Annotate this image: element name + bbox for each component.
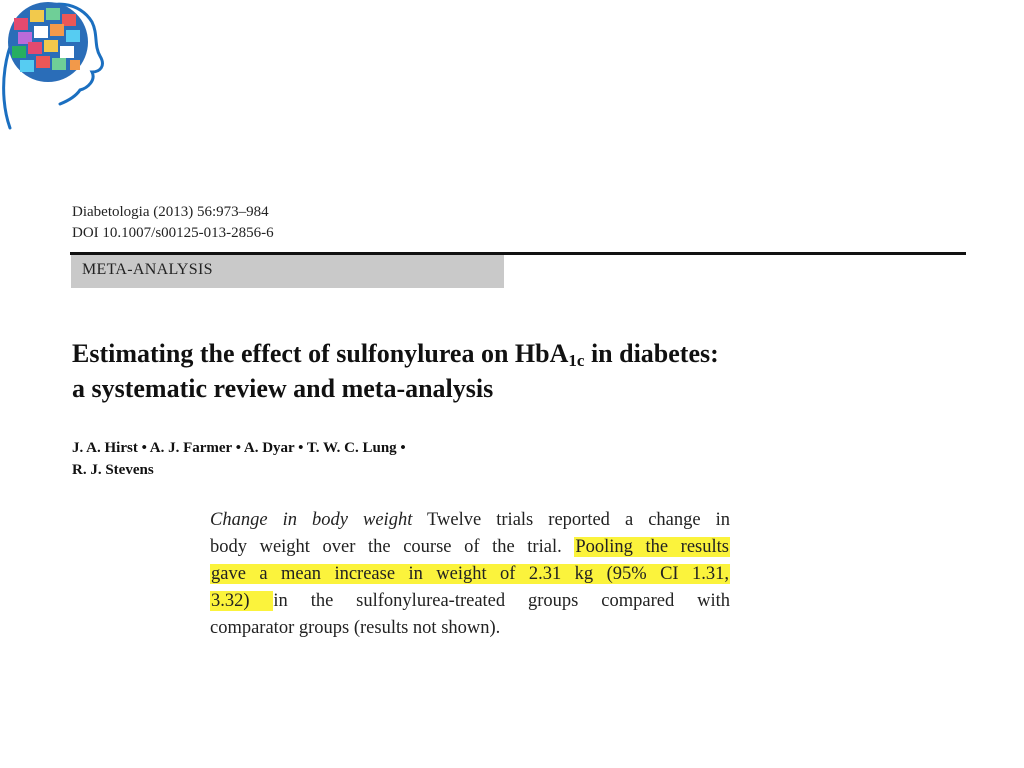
excerpt-l1-rest: Twelve trials reported a change in xyxy=(412,510,730,530)
excerpt-line-1 xyxy=(210,507,730,534)
excerpt-l2-plain: body weight over the course of the trial. xyxy=(210,537,575,557)
section-label: META-ANALYSIS xyxy=(82,261,213,278)
highlight-span: Pooling the results xyxy=(575,537,729,557)
authors-line1: J. A. Hirst • A. J. Farmer • A. Dyar • T. W. C. Lung • xyxy=(72,440,406,456)
title-line1-after: in diabetes: xyxy=(584,339,719,368)
authors-line2: R. J. Stevens xyxy=(72,462,154,478)
section-bar xyxy=(71,255,504,288)
highlight-span: 3.32) xyxy=(211,591,273,611)
excerpt-line-2 xyxy=(210,534,730,561)
excerpt-l4-rest: in the sulfonylurea-treated groups compared with xyxy=(273,591,730,611)
title-line2: a systematic review and meta-analysis xyxy=(72,374,494,403)
excerpt-line-5: comparator groups (results not shown). xyxy=(210,618,501,638)
journal-doi: DOI 10.1007/s00125-013-2856-6 xyxy=(72,225,274,241)
author-list xyxy=(72,437,406,481)
title-subscript: 1c xyxy=(568,351,585,370)
highlight-span: gave a mean increase in weight of 2.31 kg (95% CI 1.31, xyxy=(211,564,729,584)
excerpt-line-4 xyxy=(210,588,730,615)
article-title xyxy=(72,336,719,406)
journal-citation: Diabetologia (2013) 56:973–984 xyxy=(72,204,269,220)
excerpt-heading: Change in body weight xyxy=(210,510,413,530)
head-profile-puzzle-logo-icon xyxy=(0,0,150,190)
excerpt-line-3 xyxy=(210,561,730,588)
excerpt-paragraph xyxy=(210,507,730,642)
title-line1-before: Estimating the effect of sulfonylurea on HbA xyxy=(72,339,569,368)
